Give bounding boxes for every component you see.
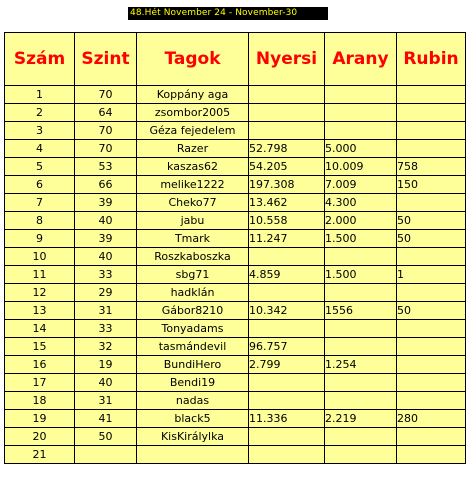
cell-nyersi	[249, 320, 325, 338]
cell-member-name: Koppány aga	[137, 86, 249, 104]
cell-member-name: Cheko77	[137, 194, 249, 212]
cell-nyersi: 4.859	[249, 266, 325, 284]
cell-arany	[325, 86, 397, 104]
cell-member-name: jabu	[137, 212, 249, 230]
cell-number: 7	[5, 194, 75, 212]
table-body	[5, 86, 466, 464]
cell-nyersi: 10.342	[249, 302, 325, 320]
cell-level: 70	[75, 140, 137, 158]
cell-level: 66	[75, 176, 137, 194]
cell-number: 3	[5, 122, 75, 140]
cell-number: 12	[5, 284, 75, 302]
cell-rubin	[397, 104, 466, 122]
header-arany: Arany	[325, 33, 397, 86]
cell-number: 2	[5, 104, 75, 122]
cell-member-name	[137, 446, 249, 464]
cell-member-name: zsombor2005	[137, 104, 249, 122]
cell-number: 5	[5, 158, 75, 176]
header-tagok: Tagok	[137, 33, 249, 86]
cell-rubin	[397, 140, 466, 158]
table-row	[5, 176, 466, 194]
header-szint: Szint	[75, 33, 137, 86]
cell-rubin	[397, 338, 466, 356]
cell-arany: 2.219	[325, 410, 397, 428]
cell-level: 32	[75, 338, 137, 356]
cell-level: 31	[75, 392, 137, 410]
cell-arany	[325, 428, 397, 446]
cell-level: 19	[75, 356, 137, 374]
cell-nyersi: 11.247	[249, 230, 325, 248]
cell-arany: 1.254	[325, 356, 397, 374]
table-row	[5, 338, 466, 356]
cell-nyersi	[249, 374, 325, 392]
cell-level: 29	[75, 284, 137, 302]
cell-level: 41	[75, 410, 137, 428]
cell-number: 1	[5, 86, 75, 104]
table-row	[5, 194, 466, 212]
header-nyersi: Nyersi	[249, 33, 325, 86]
cell-nyersi: 197.308	[249, 176, 325, 194]
cell-level: 70	[75, 122, 137, 140]
cell-arany: 4.300	[325, 194, 397, 212]
cell-arany	[325, 248, 397, 266]
cell-arany: 2.000	[325, 212, 397, 230]
table-row	[5, 104, 466, 122]
cell-number: 6	[5, 176, 75, 194]
cell-nyersi	[249, 248, 325, 266]
cell-arany	[325, 284, 397, 302]
cell-rubin	[397, 86, 466, 104]
cell-nyersi	[249, 122, 325, 140]
cell-number: 10	[5, 248, 75, 266]
cell-nyersi	[249, 392, 325, 410]
table-row	[5, 410, 466, 428]
cell-arany	[325, 122, 397, 140]
cell-member-name: Géza fejedelem	[137, 122, 249, 140]
cell-nyersi: 13.462	[249, 194, 325, 212]
cell-rubin: 150	[397, 176, 466, 194]
cell-member-name: Roszkaboszka	[137, 248, 249, 266]
cell-rubin	[397, 194, 466, 212]
cell-number: 16	[5, 356, 75, 374]
cell-member-name: Tmark	[137, 230, 249, 248]
cell-arany	[325, 374, 397, 392]
table-row	[5, 392, 466, 410]
cell-level: 53	[75, 158, 137, 176]
table-row	[5, 284, 466, 302]
cell-member-name: sbg71	[137, 266, 249, 284]
table-row	[5, 248, 466, 266]
table-row	[5, 122, 466, 140]
header-rubin: Rubin	[397, 33, 466, 86]
table-row	[5, 266, 466, 284]
table-row	[5, 320, 466, 338]
cell-level: 40	[75, 374, 137, 392]
cell-rubin: 50	[397, 230, 466, 248]
cell-rubin: 758	[397, 158, 466, 176]
cell-rubin	[397, 284, 466, 302]
cell-nyersi	[249, 428, 325, 446]
cell-arany	[325, 104, 397, 122]
cell-arany	[325, 446, 397, 464]
cell-nyersi: 10.558	[249, 212, 325, 230]
cell-level: 33	[75, 266, 137, 284]
cell-nyersi: 96.757	[249, 338, 325, 356]
cell-number: 19	[5, 410, 75, 428]
cell-arany	[325, 320, 397, 338]
table-row	[5, 140, 466, 158]
cell-number: 18	[5, 392, 75, 410]
cell-rubin	[397, 446, 466, 464]
cell-rubin	[397, 356, 466, 374]
cell-member-name: tasmándevil	[137, 338, 249, 356]
cell-arany	[325, 392, 397, 410]
cell-arany: 10.009	[325, 158, 397, 176]
cell-member-name: nadas	[137, 392, 249, 410]
cell-member-name: BundiHero	[137, 356, 249, 374]
cell-member-name: Tonyadams	[137, 320, 249, 338]
cell-rubin	[397, 248, 466, 266]
cell-member-name: hadklán	[137, 284, 249, 302]
cell-nyersi: 52.798	[249, 140, 325, 158]
week-title: 48.Hét November 24 - November-30	[128, 7, 328, 20]
cell-number: 21	[5, 446, 75, 464]
cell-number: 15	[5, 338, 75, 356]
cell-rubin: 280	[397, 410, 466, 428]
cell-level: 64	[75, 104, 137, 122]
cell-level: 31	[75, 302, 137, 320]
cell-arany	[325, 338, 397, 356]
table-row	[5, 158, 466, 176]
cell-rubin	[397, 428, 466, 446]
cell-nyersi: 2.799	[249, 356, 325, 374]
cell-number: 14	[5, 320, 75, 338]
cell-member-name: black5	[137, 410, 249, 428]
cell-level: 70	[75, 86, 137, 104]
cell-nyersi	[249, 446, 325, 464]
cell-rubin: 50	[397, 212, 466, 230]
cell-number: 17	[5, 374, 75, 392]
cell-number: 8	[5, 212, 75, 230]
cell-nyersi: 54.205	[249, 158, 325, 176]
cell-nyersi: 11.336	[249, 410, 325, 428]
cell-rubin	[397, 374, 466, 392]
cell-arany: 5.000	[325, 140, 397, 158]
header-szam: Szám	[5, 33, 75, 86]
member-table	[4, 32, 466, 464]
cell-level: 39	[75, 230, 137, 248]
table-row	[5, 356, 466, 374]
cell-arany: 1556	[325, 302, 397, 320]
cell-member-name: Razer	[137, 140, 249, 158]
cell-rubin: 1	[397, 266, 466, 284]
cell-level: 33	[75, 320, 137, 338]
table-row	[5, 212, 466, 230]
cell-level: 40	[75, 248, 137, 266]
cell-rubin	[397, 392, 466, 410]
table-row	[5, 302, 466, 320]
cell-arany: 7.009	[325, 176, 397, 194]
cell-number: 20	[5, 428, 75, 446]
cell-number: 4	[5, 140, 75, 158]
cell-member-name: kaszas62	[137, 158, 249, 176]
cell-member-name: Bendi19	[137, 374, 249, 392]
header-row	[5, 33, 466, 86]
cell-member-name: melike1222	[137, 176, 249, 194]
cell-nyersi	[249, 86, 325, 104]
cell-level: 39	[75, 194, 137, 212]
cell-nyersi	[249, 104, 325, 122]
cell-number: 11	[5, 266, 75, 284]
table-row	[5, 446, 466, 464]
cell-number: 13	[5, 302, 75, 320]
table-row	[5, 374, 466, 392]
cell-level: 50	[75, 428, 137, 446]
cell-arany: 1.500	[325, 230, 397, 248]
cell-number: 9	[5, 230, 75, 248]
table-row	[5, 230, 466, 248]
cell-level: 40	[75, 212, 137, 230]
cell-rubin	[397, 320, 466, 338]
cell-member-name: KisKirálylka	[137, 428, 249, 446]
cell-level	[75, 446, 137, 464]
cell-member-name: Gábor8210	[137, 302, 249, 320]
cell-rubin: 50	[397, 302, 466, 320]
table-row	[5, 428, 466, 446]
cell-nyersi	[249, 284, 325, 302]
cell-rubin	[397, 122, 466, 140]
table-row	[5, 86, 466, 104]
cell-arany: 1.500	[325, 266, 397, 284]
